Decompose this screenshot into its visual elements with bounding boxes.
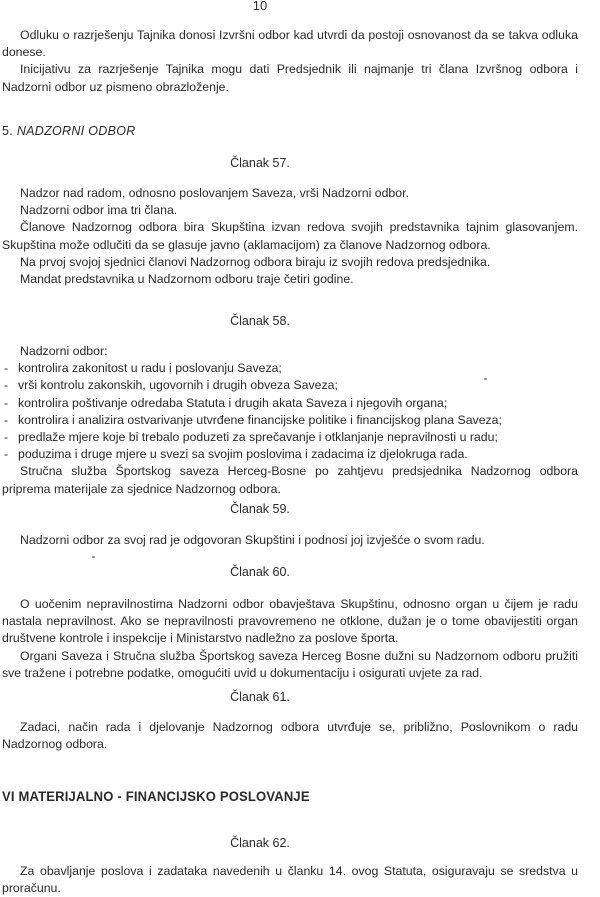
article-61-heading: Članak 61. — [230, 690, 290, 704]
article-58-heading: Članak 58. — [230, 314, 290, 328]
article-60-heading: Članak 60. — [230, 565, 290, 579]
article-59-text: Nadzorni odbor za svoj rad je odgovoran Skupštini i podnosi joj izvješće o svom radu. — [20, 533, 485, 547]
section-title: NADZORNI ODBOR — [16, 124, 136, 138]
article-59-heading: Članak 59. — [230, 502, 290, 516]
page-number: 10 — [252, 0, 268, 13]
section-number: 5. — [2, 124, 14, 138]
list-item: - poduzima i druge mjere u svezi sa svojim poslovima i zadacima iz djelokruga rada. — [2, 446, 578, 463]
article-57-p4: Na prvoj svojoj sjednici članovi Nadzornog odbora biraju iz svojih redova predsjednika. — [20, 254, 491, 269]
article-61-body — [2, 719, 578, 753]
article-59-body — [2, 532, 578, 549]
scan-speck — [484, 378, 487, 380]
article-62-text: Za obavljanje poslova i zadataka navedenih u članku 14. ovog Statuta, osiguravaju se sredstva u proračunu. — [2, 864, 578, 896]
chapter-heading: VI MATERIJALNO - FINANCIJSKO POSLOVANJE — [2, 788, 310, 804]
list-item: - predlaže mjere koje bi trebalo poduzeti za sprečavanje i otklanjanje nepravilnosti u radu; — [2, 429, 578, 446]
article-58-list — [2, 360, 578, 463]
article-57-body — [2, 185, 578, 288]
scan-speck — [92, 556, 95, 558]
article-57-heading: Članak 57. — [230, 156, 290, 170]
article-62-body — [2, 863, 578, 897]
section-heading — [2, 124, 136, 138]
article-62-heading: Članak 62. — [230, 836, 290, 850]
list-item: - vrši kontrolu zakonskih, ugovornih i drugih obveza Saveza; — [2, 377, 578, 394]
article-57-p3: Članove Nadzornog odbora bira Skupština izvan redova svojih predstavnika tajnim glasovanjem. Skupština može odlučiti da se glasuje javno (aklamacijom) za članove Nadzornog odbora. — [2, 220, 578, 252]
article-60-body — [2, 596, 578, 682]
article-57-p2: Nadzorni odbor ima tri člana. — [20, 203, 178, 218]
list-item: - kontrolira poštivanje odredaba Statuta i drugih akata Saveza i njegovih organa; — [2, 395, 578, 412]
article-58-intro: Nadzorni odbor: — [20, 344, 108, 358]
article-60-p1: O uočenim nepravilnostima Nadzorni odbor obavještava Skupštinu, odnosno organ u čijem je radu nastala nepravilnost. Ako se nepravilnosti pravovremeno ne otklone, dužan je o tome obavijestiti organ društvene kontrole i inspekcije i Ministarstvo nadležno za poslove športa. — [2, 597, 578, 646]
top-paragraphs — [2, 27, 578, 96]
article-57-p5: Mandat predstavnika u Nadzornom odboru traje četiri godine. — [20, 272, 354, 287]
article-60-p2: Organi Saveza i Stručna služba Športskog saveza Herceg Bosne dužni su Nadzornom odboru pružiti sve tražene i potrebne podatke, omogućiti uvid u dokumentaciju i osigurati uvjete za rad. — [2, 648, 578, 680]
article-58-closing: Stručna služba Športskog saveza Herceg-Bosne po zahtjevu predsjednika Nadzornog odbora priprema materijale za sjednice Nadzornog odbora. — [2, 464, 578, 496]
list-item: - kontrolira i analizira ostvarivanje utvrđene financijske politike i financijskog plana Saveza; — [2, 412, 578, 429]
article-61-text: Zadaci, način rada i djelovanje Nadzornog odbora utvrđuje se, približno, Poslovnikom o radu Nadzornog odbora. — [2, 720, 578, 752]
list-item: - kontrolira zakonitost u radu i poslovanju Saveza; — [2, 360, 578, 377]
paragraph-dismissal-initiative: Inicijativu za razrješenje Tajnika mogu dati Predsjednik ili najmanje tri člana Izvršnog odbora i Nadzorni odbor uz pismeno obrazloženje. — [2, 62, 578, 94]
article-57-p1: Nadzor nad radom, odnosno poslovanjem Saveza, vrši Nadzorni odbor. — [20, 186, 409, 200]
article-58-body — [2, 343, 578, 498]
paragraph-dismissal-decision: Odluku o razrješenju Tajnika donosi Izvršni odbor kad utvrdi da postoji osnovanost da se takva odluka donese. — [2, 28, 578, 60]
